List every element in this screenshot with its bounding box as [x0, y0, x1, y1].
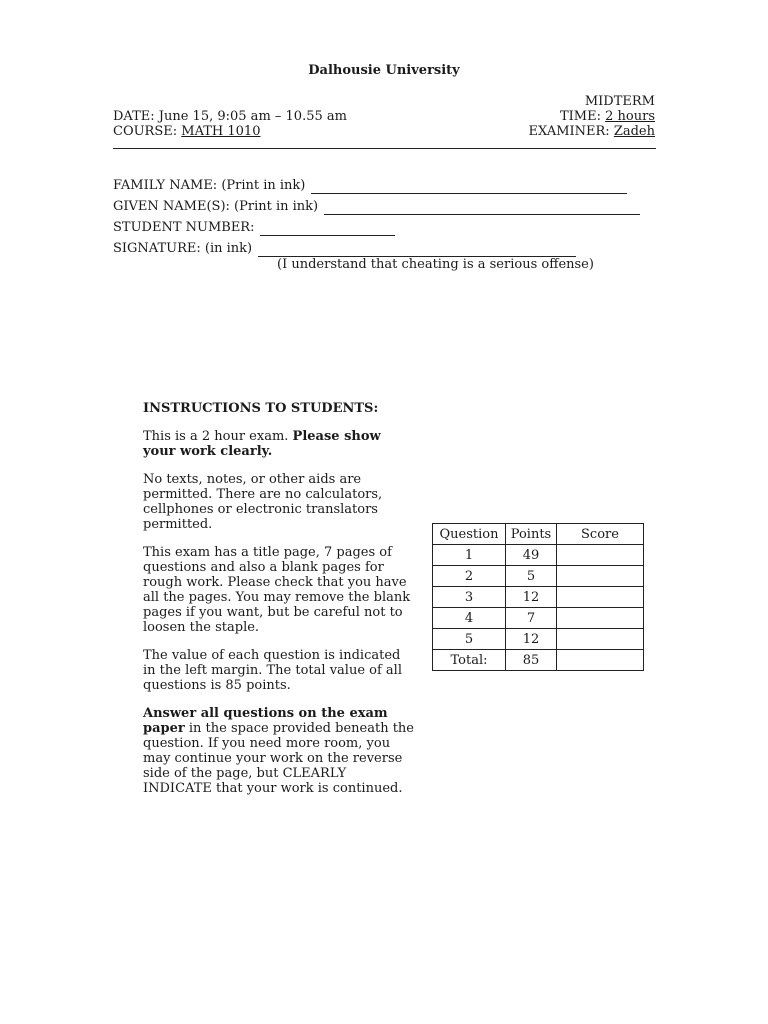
given-names-row	[113, 199, 640, 215]
student-number-label: STUDENT NUMBER:	[113, 220, 255, 235]
score-cell[interactable]	[557, 587, 644, 608]
exam-time	[529, 109, 655, 124]
table-total-row	[433, 650, 644, 671]
column-header: Points	[506, 524, 557, 545]
column-header: Score	[557, 524, 644, 545]
table-row	[433, 629, 644, 650]
table-row	[433, 566, 644, 587]
total-points: 85	[506, 650, 557, 671]
question-cell: 2	[433, 566, 506, 587]
instructions	[143, 401, 415, 809]
total-score-cell[interactable]	[557, 650, 644, 671]
points-cell: 49	[506, 545, 557, 566]
exam-type: MIDTERM	[584, 94, 655, 109]
time-label: TIME:	[559, 109, 601, 124]
university-title: Dalhousie University	[308, 63, 460, 78]
course-label: COURSE:	[113, 124, 178, 139]
score-cell[interactable]	[557, 566, 644, 587]
instructions-paragraph: This exam has a title page, 7 pages of questions and also a blank pages for rough work. Please check that you have all the pages. You may remove the blank pages if you want, but be careful not to loosen the staple.	[143, 545, 411, 635]
exam-header-right	[529, 94, 655, 139]
question-cell: 1	[433, 545, 506, 566]
examiner-label: EXAMINER:	[528, 124, 610, 139]
time-value: 2 hours	[605, 109, 655, 124]
score-cell[interactable]	[557, 545, 644, 566]
signature-field[interactable]	[258, 244, 576, 257]
exam-date: DATE: June 15, 9:05 am – 10.55 am	[113, 109, 347, 124]
instr-text: in the space provided beneath the question. If you need more room, you may continue your work on the reverse side of the page, but CLEARLY INDICATE that your work is continued.	[143, 721, 414, 796]
table-row	[433, 608, 644, 629]
question-cell: 4	[433, 608, 506, 629]
given-names-field[interactable]	[324, 202, 640, 215]
header-divider	[113, 148, 656, 149]
instructions-paragraph	[143, 706, 415, 796]
table-row	[433, 587, 644, 608]
examiner-value: Zadeh	[613, 124, 655, 139]
instructions-paragraph: No texts, notes, or other aids are permitted. There are no calculators, cellphones or electronic translators permitted.	[143, 472, 383, 532]
score-cell[interactable]	[557, 629, 644, 650]
course-value: MATH 1010	[181, 124, 261, 139]
family-name-row	[113, 178, 627, 194]
given-names-label: GIVEN NAME(S): (Print in ink)	[113, 199, 319, 214]
exam-course	[113, 124, 347, 139]
points-cell: 5	[506, 566, 557, 587]
question-cell: 5	[433, 629, 506, 650]
exam-examiner	[529, 124, 655, 139]
signature-label: SIGNATURE: (in ink)	[113, 241, 253, 256]
signature-note: (I understand that cheating is a serious offense)	[277, 257, 594, 272]
exam-header-left	[113, 109, 347, 139]
score-table	[432, 523, 644, 671]
points-cell: 12	[506, 587, 557, 608]
score-cell[interactable]	[557, 608, 644, 629]
instructions-paragraph	[143, 429, 415, 459]
instr-text: This is a 2 hour exam.	[143, 429, 293, 444]
table-row	[433, 545, 644, 566]
family-name-field[interactable]	[311, 181, 627, 194]
student-number-row	[113, 220, 395, 236]
points-cell: 7	[506, 608, 557, 629]
signature-row	[113, 241, 576, 257]
table-header-row	[433, 524, 644, 545]
student-number-field[interactable]	[260, 223, 395, 236]
instr-bold-text: Please show your work clearly.	[143, 429, 381, 459]
column-header: Question	[433, 524, 506, 545]
total-label: Total:	[433, 650, 506, 671]
instructions-heading: INSTRUCTIONS TO STUDENTS:	[143, 401, 379, 416]
instr-bold-text: Answer all questions on the exam paper	[143, 706, 388, 736]
instructions-paragraph: The value of each question is indicated in the left margin. The total value of all questions is 85 points.	[143, 648, 402, 693]
family-name-label: FAMILY NAME: (Print in ink)	[113, 178, 306, 193]
question-cell: 3	[433, 587, 506, 608]
points-cell: 12	[506, 629, 557, 650]
